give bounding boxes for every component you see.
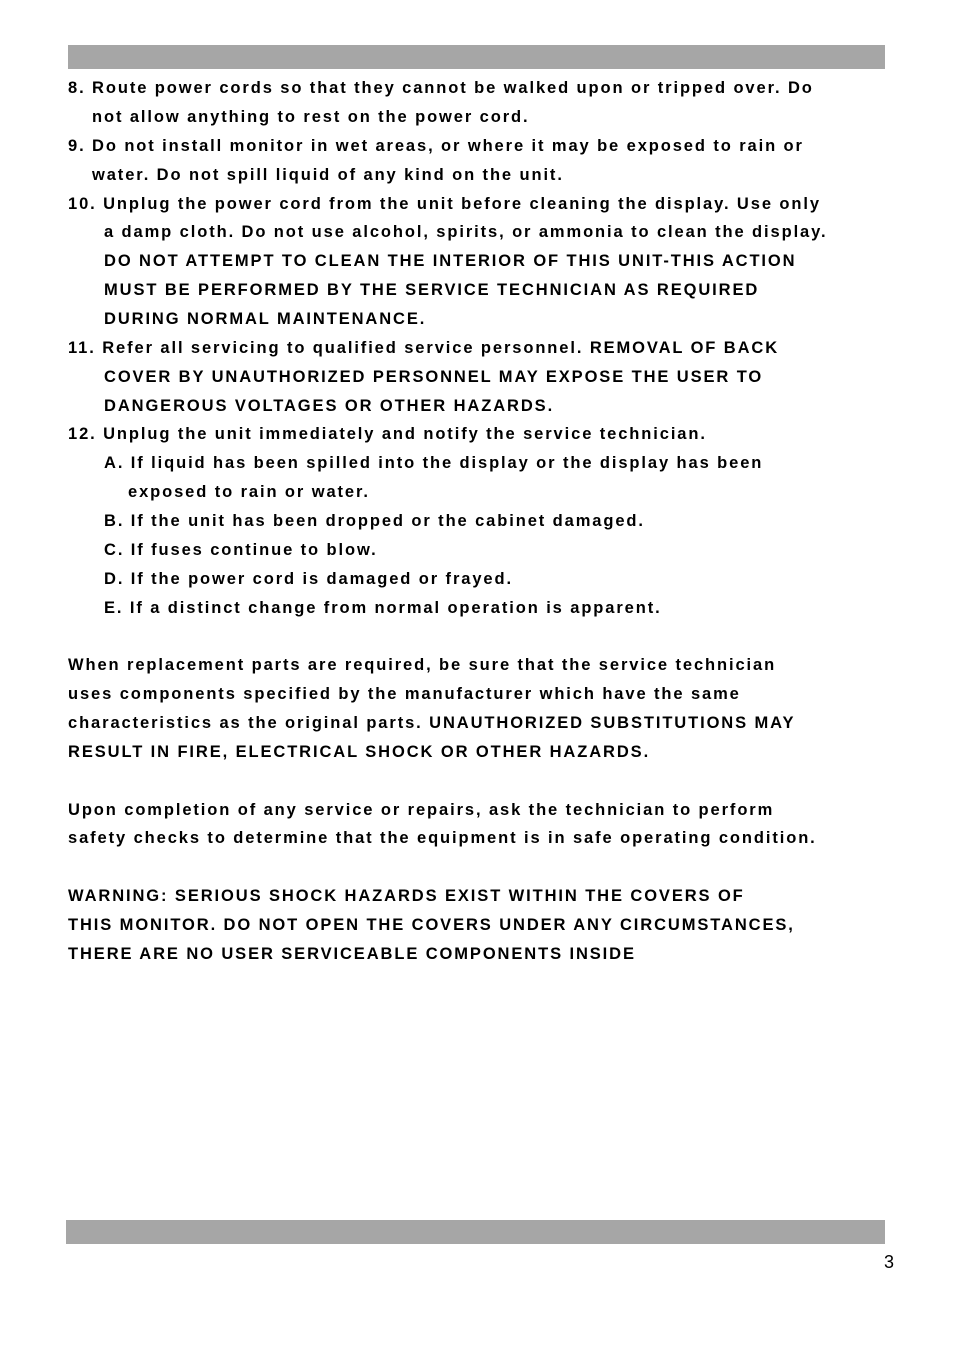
item-9-line-1: 9. Do not install monitor in wet areas, or where it may be exposed to rain or (68, 137, 804, 155)
replacement-parts-line-3: characteristics as the original parts. UNAUTHORIZED SUBSTITUTIONS MAY (68, 714, 796, 732)
item-10-line-3: DO NOT ATTEMPT TO CLEAN THE INTERIOR OF THIS UNIT-THIS ACTION (104, 252, 797, 270)
header-bar (68, 45, 885, 69)
item-8-line-1: 8. Route power cords so that they cannot be walked upon or tripped over. Do (68, 79, 814, 97)
replacement-parts-line-2: uses components specified by the manufacturer which have the same (68, 685, 741, 703)
item-9-line-2: water. Do not spill liquid of any kind on the unit. (92, 166, 564, 184)
warning-line-2: THIS MONITOR. DO NOT OPEN THE COVERS UNDER ANY CIRCUMSTANCES, (68, 916, 795, 934)
item-12-line-1: 12. Unplug the unit immediately and notify the service technician. (68, 425, 707, 443)
item-11-line-1: 11. Refer all servicing to qualified service personnel. REMOVAL OF BACK (68, 339, 780, 357)
sub-item-a-line-1: A. If liquid has been spilled into the display or the display has been (104, 454, 764, 472)
replacement-parts-line-1: When replacement parts are required, be sure that the service technician (68, 656, 777, 674)
item-10-line-5: DURING NORMAL MAINTENANCE. (104, 310, 427, 328)
item-10-line-2: a damp cloth. Do not use alcohol, spirits, or ammonia to clean the display. (104, 223, 828, 241)
page-number: 3 (883, 1252, 894, 1272)
footer-bar (66, 1220, 885, 1244)
warning-line-1: WARNING: SERIOUS SHOCK HAZARDS EXIST WITHIN THE COVERS OF (68, 887, 745, 905)
item-8-line-2: not allow anything to rest on the power cord. (92, 108, 530, 126)
item-11-line-2: COVER BY UNAUTHORIZED PERSONNEL MAY EXPOSE THE USER TO (104, 368, 764, 386)
sub-item-c: C. If fuses continue to blow. (104, 541, 378, 559)
safety-checks-line-2: safety checks to determine that the equipment is in safe operating condition. (68, 829, 817, 847)
sub-item-d: D. If the power cord is damaged or frayed. (104, 570, 513, 588)
replacement-parts-line-4: RESULT IN FIRE, ELECTRICAL SHOCK OR OTHER HAZARDS. (68, 743, 651, 761)
item-10-line-1: 10. Unplug the power cord from the unit before cleaning the display. Use only (68, 195, 821, 213)
item-11-line-3: DANGEROUS VOLTAGES OR OTHER HAZARDS. (104, 397, 555, 415)
sub-item-a-line-2: exposed to rain or water. (128, 483, 370, 501)
item-10-line-4: MUST BE PERFORMED BY THE SERVICE TECHNICIAN AS REQUIRED (104, 281, 760, 299)
sub-item-b: B. If the unit has been dropped or the cabinet damaged. (104, 512, 645, 530)
sub-item-e: E. If a distinct change from normal operation is apparent. (104, 599, 662, 617)
safety-checks-line-1: Upon completion of any service or repairs, ask the technician to perform (68, 801, 775, 819)
warning-line-3: THERE ARE NO USER SERVICEABLE COMPONENTS INSIDE (68, 945, 636, 963)
